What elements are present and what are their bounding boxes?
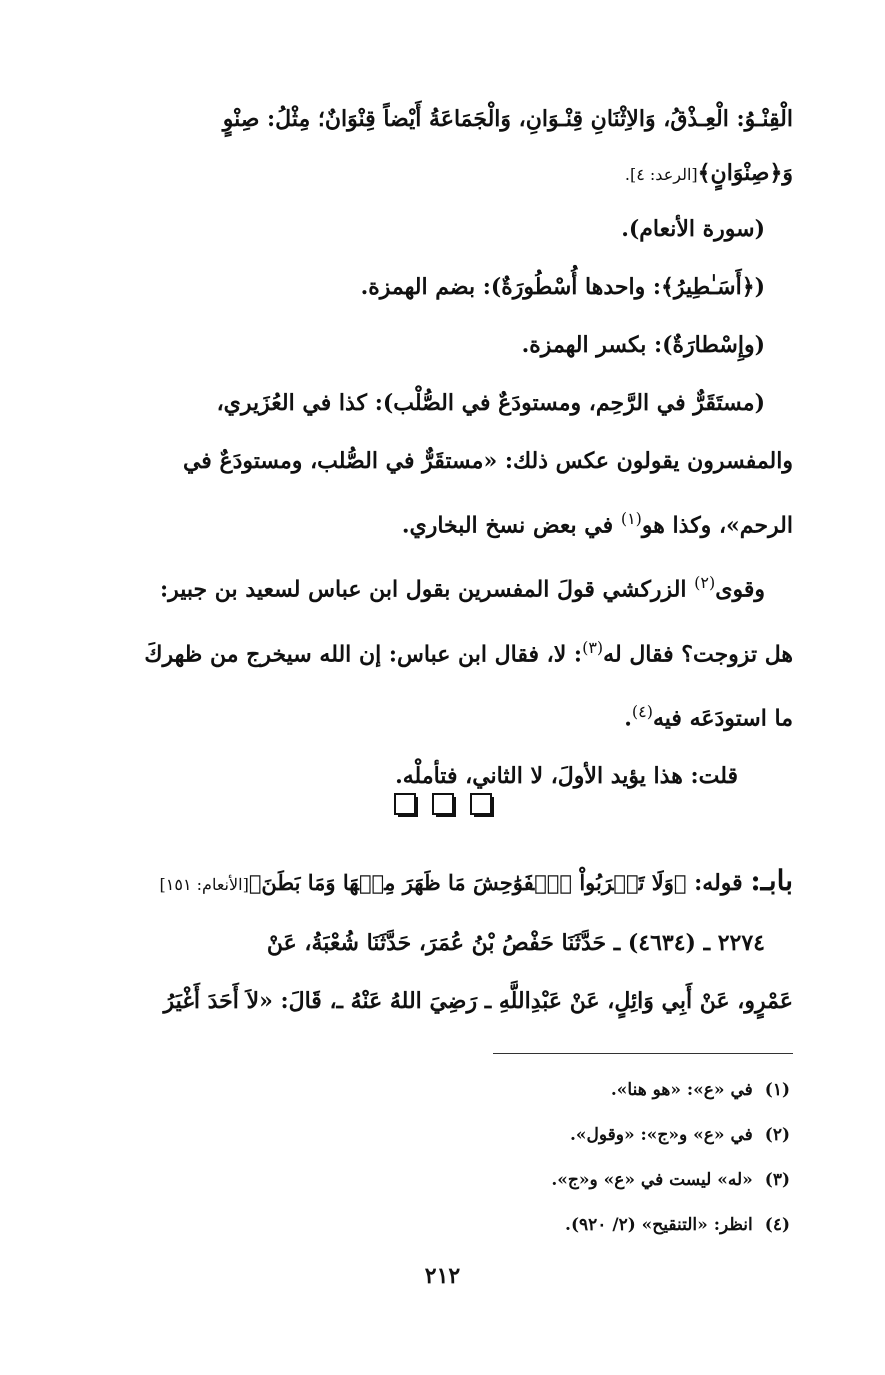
text-line: (سورة الأنعام).	[621, 216, 765, 242]
quran-verse: ﴿وَلَا تَقۡرَبُواْ ٱلۡفَوَٰحِشَ مَا ظَهَرَ مِنۡهَا وَمَا بَطَنَ﴾	[248, 870, 687, 895]
footnote-separator	[493, 1053, 793, 1054]
hadith-line: عَمْرٍو، عَنْ أَبِي وَائِلٍ، عَنْ عَبْدِاللَّهِ ـ رَضِيَ اللهُ عَنْهُ ـ، قَالَ: «لاَ أَحَدَ أَغْيَرُ	[163, 988, 793, 1014]
bab-label: بابـ:	[750, 864, 793, 897]
text-line: وقوى$^{(٢)}$ الزركشي قولَ المفسرين بقول ابن عباس لسعيد بن جبير:	[160, 573, 765, 603]
bab-heading: بابـ: قوله: ﴿وَلَا تَقۡرَبُواْ ٱلۡفَوَٰحِشَ مَا ظَهَرَ مِنۡهَا وَمَا بَطَنَ﴾[الأنعام: ١٥١]	[159, 864, 793, 897]
hadith-line: ٢٢٧٤ ـ (٤٦٣٤) ـ حَدَّثَنَا حَفْصُ بْنُ عُمَرَ، حَدَّثَنَا شُعْبَةُ، عَنْ	[266, 930, 765, 956]
footnote: (١)في «ع»: «هو هنا».	[610, 1080, 790, 1100]
footnote-marker: (٣)	[582, 637, 604, 657]
text-line: ما استودَعَه فيه$^{(٤)}$.	[624, 701, 793, 732]
text-line: وَ﴿صِنْوَانٍ﴾[الرعد: ٤].	[624, 160, 793, 186]
footnote: (٤)انظر: «التنقيح» (٢/ ٩٢٠).	[565, 1215, 790, 1235]
ornament-square	[470, 793, 492, 815]
bab-section	[83, 852, 793, 1030]
quran-reference: [الرعد: ٤].	[624, 165, 698, 184]
footnote: (٢)في «ع» و«ج»: «وقول».	[569, 1125, 790, 1145]
text-line: الْقِنْـوُ: الْعِـذْقُ، وَالاِثْنَانِ قِنْـوَانِ، وَالْجَمَاعَةُ أَيْضاً قِنْوَانٌ؛ مِثْلُ: صِنْوٍ	[222, 106, 793, 132]
footnote-marker: (١)	[620, 509, 642, 528]
footnote-marker: (٢)	[694, 573, 716, 593]
text-line: هل تزوجت؟ فقال له$^{(٣)}$: لا، فقال ابن عباس: إن الله سيخرج من ظهركَ	[144, 637, 793, 667]
main-text-block	[83, 90, 793, 805]
text-line: الرحم»، وكذا هو$^{(١)}$ في بعض نسخ البخاري.	[401, 509, 793, 539]
footnote: (٣)«له» ليست في «ع» و«ج».	[551, 1170, 790, 1190]
text-line: (مستَقَرٌّ في الرَّحِم، ومستودَعٌ في الصُّلْب): كذا في العُزَيري،	[216, 390, 765, 416]
text-line: (﴿أَسَـٰطِيرُ﴾: واحدها أُسْطُورَةٌ): بضم الهمزة.	[360, 274, 765, 300]
page-number: ٢١٢	[424, 1263, 461, 1289]
text-line: والمفسرون يقولون عكس ذلك: «مستقَرٌّ في الصُّلب، ومستودَعٌ في	[182, 448, 793, 474]
footnote-marker: (٤)	[631, 701, 653, 721]
section-ornament	[0, 793, 885, 819]
text-line: قلت: هذا يؤيد الأولَ، لا الثاني، فتأملْه.	[395, 763, 738, 790]
quran-reference: [الأنعام: ١٥١]	[159, 875, 249, 894]
ornament-square	[394, 793, 416, 815]
ornament-square	[432, 793, 454, 815]
text-line: (وإِسْطارَةٌ): بكسر الهمزة.	[521, 332, 765, 358]
footnotes	[90, 1068, 790, 1248]
